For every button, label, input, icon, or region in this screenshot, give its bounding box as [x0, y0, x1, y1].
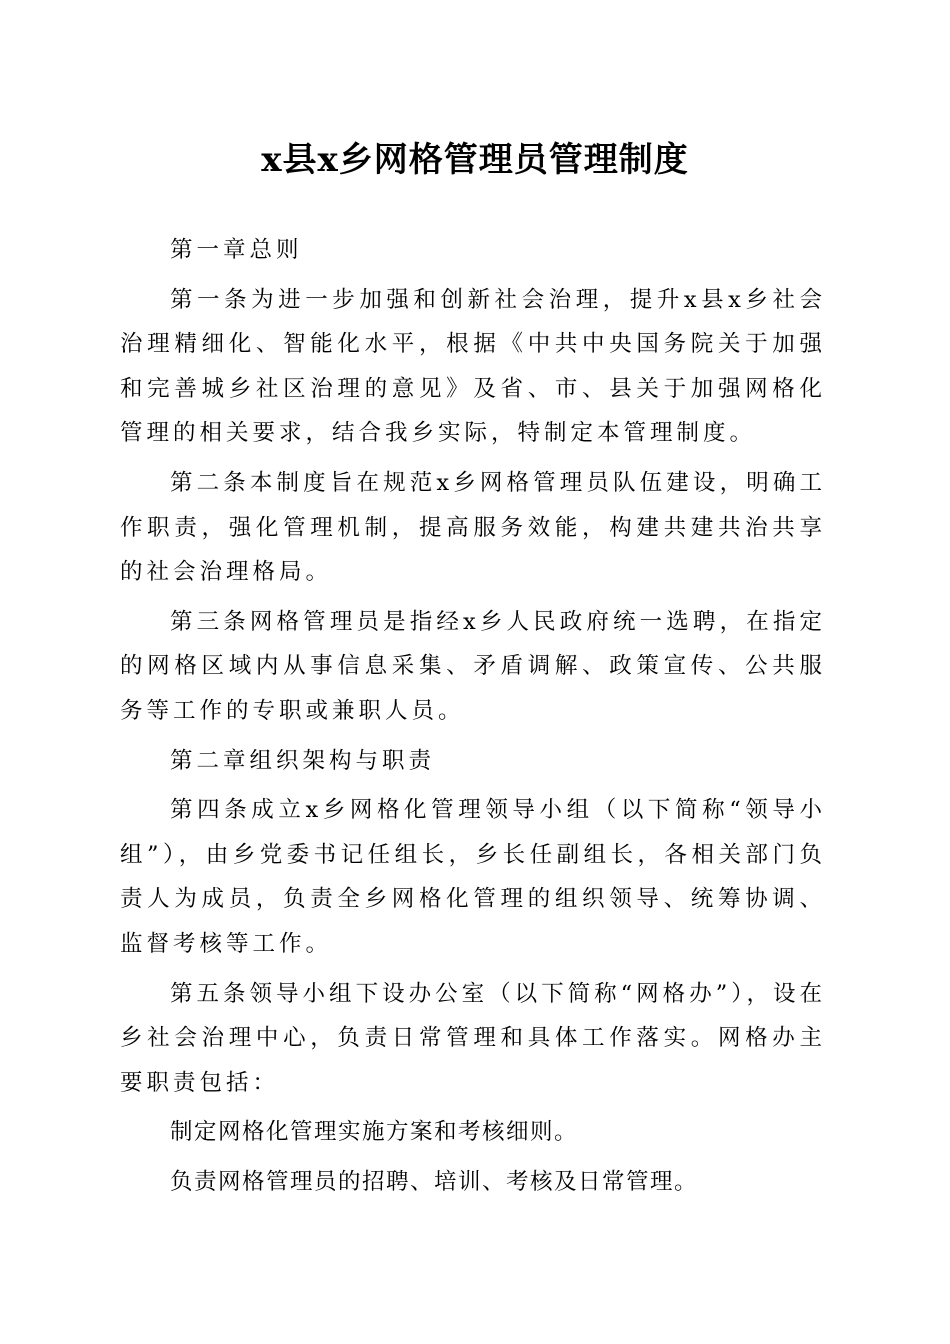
article-3: 第三条网格管理员是指经x乡人民政府统一选聘，在指定的网格区域内从事信息采集、矛盾调解、政策宣传、公共服务等工作的专职或兼职人员。: [120, 608, 826, 724]
article-4: 第四条成立x乡网格化管理领导小组（以下简称“领导小组”），由乡党委书记任组长，乡长任副组长，各相关部门负责人为成员，负责全乡网格化管理的组织领导、统筹协调、监督考核等工作。: [120, 797, 826, 957]
document-title: x县x乡网格管理员管理制度: [261, 140, 689, 180]
article-2: 第二条本制度旨在规范x乡网格管理员队伍建设，明确工作职责，强化管理机制，提高服务效能，构建共建共治共享的社会治理格局。: [120, 469, 826, 586]
duty-item-2: 负责网格管理员的招聘、培训、考核及日常管理。: [170, 1168, 699, 1195]
duty-item-1: 制定网格化管理实施方案和考核细则。: [170, 1119, 579, 1146]
chapter-heading-2: 第二章组织架构与职责: [170, 747, 436, 774]
article-1: 第一条为进一步加强和创新社会治理，提升x县x乡社会治理精细化、智能化水平，根据《中共中央国务院关于加强和完善城乡社区治理的意见》及省、市、县关于加强网格化管理的相关要求，结合我乡实际，特制定本管理制度。: [120, 286, 826, 447]
document-body: [120, 228, 826, 1209]
chapter-heading-1: 第一章总则: [170, 237, 303, 263]
article-5: 第五条领导小组下设办公室（以下简称“网格办”），设在乡社会治理中心，负责日常管理和具体工作落实。网格办主要职责包括：: [120, 980, 826, 1096]
